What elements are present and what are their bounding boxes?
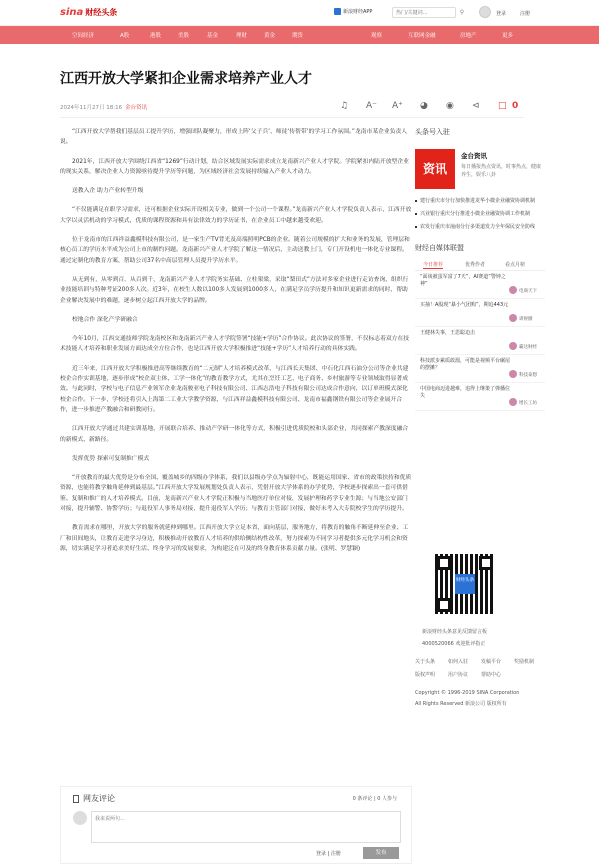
account-desc: 每日播报热点资讯，时事热点，健康养生，娱乐八卦	[461, 164, 542, 178]
article-body	[60, 127, 412, 563]
comment-login[interactable]: 登录 | 注册	[316, 851, 341, 857]
article-paragraph: 位于龙南市的江西祥益鑫模科技有限公司，是一家生产TV背光及高端照明PCB的企业。随着公司规模的扩大和业务的发展，管理层和核心员工的学历水平成为公司上市的制约问题。龙南新兴产业人才学院了解这一情况后，主动送教上门，专门开设机电一体化专业课程。通过定制化的教育方案，帮助公司37名中高层管理人员提升学历水平。	[60, 237, 410, 264]
footer-link[interactable]: 帮助中心	[481, 672, 502, 678]
tab-monthly[interactable]: 看点月榜	[505, 262, 526, 268]
logo-cn-text: 财经头条	[85, 8, 118, 17]
article-paragraph: 教育需求在哪里，开放大学的服务就延伸到哪里。江西开放大学立足本省，面向基层，服务地方，将教育的触角不断延伸至企业、工厂和田间地头，让教育走进学习身边，积极推动开放教育人才培养的供给侧结构性改革，努力探索为不同学习者提供多元化学习机会和资源，切实满足学习者追求美好生活、终身学习的发展要求，为构建泛在可及的终身教育体系贡献力量。(张明、罗慧颖)	[60, 525, 409, 552]
article-paragraph: “江西开放大学帮我们基层员工提升学历，增强团队凝聚力，形成上阵‘父子兵’、师徒‘传帮带’的学习工作氛围。”龙南市某企业负责人说。	[60, 129, 408, 146]
register-link[interactable]: 注册	[520, 11, 531, 17]
article-paragraph: 2021年，江西开放大学围绕江西省“1269”行动计划，结合区域发展实际需求成立龙南新兴产业人才学院。学院紧扣内陆开放型企业的现实关系，解决企业人力资源亟待提升学历等问题，为区域经济社会发展持续输入产业人才动力。	[60, 158, 409, 175]
footer-link[interactable]: 版权声明	[415, 672, 436, 678]
news-link[interactable]: 兴业银行重庆分行推进小微企业融资协调工作机制	[415, 210, 545, 218]
post-button[interactable]: 发布	[363, 847, 399, 859]
comment-icon[interactable]: □	[498, 101, 507, 111]
author-avatar	[509, 342, 517, 350]
account-card[interactable]	[415, 143, 545, 197]
qr-code	[435, 554, 495, 614]
item-author[interactable]: 电商天下	[519, 289, 537, 294]
tab-today[interactable]: 今日推荐	[423, 262, 444, 268]
logo-text: sina	[60, 7, 84, 18]
app-link[interactable]	[334, 8, 372, 15]
phone-icon	[334, 8, 341, 15]
login-link[interactable]: 登录	[496, 11, 507, 17]
article-paragraph: 江西开放大学通过共建实训基地、开展联合培养、推动产学研一体化等方式，积极引进优质院校和头部企业，共同探索产教深度融合的新模式、新路径。	[60, 426, 409, 443]
comment-heading	[73, 793, 115, 804]
listen-icon[interactable]: ♫	[340, 101, 349, 111]
article-subheading: 发挥优势 探索可复制推广模式	[72, 455, 150, 462]
follow-heading: 头条号入驻	[415, 128, 450, 136]
author-avatar	[509, 314, 517, 322]
search-icon[interactable]: ⚲	[459, 9, 465, 16]
list-item[interactable]	[415, 355, 545, 383]
sidebar	[415, 127, 545, 411]
nav-item[interactable]: 期货	[292, 33, 304, 39]
list-item[interactable]	[415, 383, 545, 411]
article-paragraph: 今年10月，江西交通技师学院龙南校区和龙南新兴产业人才学院签署“技能+学历”合作协议。此次协议的签署，不仅标志着双方在技术技能人才培养和职业发展方面达成全方位合作，也是江西开放大学积极推进“技能+学历”人才培养行动的具体实践。	[60, 336, 410, 353]
divider	[60, 117, 524, 118]
main-nav	[0, 26, 599, 44]
footer-link[interactable]: 发稿平台	[481, 659, 502, 665]
article-subheading: 校地合作 深化产学研融合	[72, 316, 138, 323]
nav-item[interactable]: 港股	[150, 33, 162, 39]
app-link-label: 新浪财经APP	[343, 9, 373, 15]
article-paragraph: 近三年来，江西开放大学积极推进高等继续教育的“二元制”人才培养模式改革，与江西长天集团、中石化江西石油分公司等企业共建校企合作实训基地，逐步形成“校企双主体、工学一体化”的教育教学方式，尤其在烹饪工艺、电子商务、乡村旅游等专业领域取得显著成效。与此同时，学校与电子信息产业领军企业龙南骏亚电子科技有限公司、江西志浩电子科技有限公司达成合作意向，以订单班模式深化校企合作。下一步，学校还将引入上海第二工业大学教学资源，与江西祥益鑫模科技有限公司、龙南市福鑫钢铁有限公司等企业展开合作，进一步推进产教融合和研教同行。	[60, 365, 409, 413]
nav-item[interactable]: 更多	[502, 33, 514, 39]
nav-item[interactable]: 互联网金融	[408, 33, 436, 39]
comment-input[interactable]	[91, 811, 401, 843]
comment-box	[60, 786, 412, 864]
font-decrease-icon[interactable]: A⁻	[366, 101, 377, 111]
item-author[interactable]: 科技泰想	[519, 373, 537, 378]
feedback-link[interactable]: 新浪财经头条意见反馈留言板	[422, 629, 488, 635]
article-paragraph: “不仅能满足在职学习需求，还可根据企业实际开设相关专业，做到一个公司一个课程。”龙南新兴产业人才学院负责人表示，江西开放大学以灵活机动的学习模式，优质的课程资源和具有法律效力的学历证书，在企业员工中越来越受欢迎。	[60, 207, 412, 224]
login-label[interactable]: 登录	[316, 851, 327, 857]
article-meta	[60, 103, 147, 111]
author-avatar	[509, 286, 517, 294]
comment-title: 网友评论	[83, 794, 115, 803]
article-source[interactable]: 金台资讯	[125, 105, 148, 111]
item-author[interactable]: 霸达财经	[519, 345, 537, 350]
article-paragraph: “开放教育的最大优势是分布全国、覆盖城乡的四级办学体系，我们以县级办学点为辐射中心，既能运用国家、省市的政策扶持和优质资源，也能将教学触角延伸到最基层。”江西开放大学发展规划处负责人表示，凭借开放大学体系的办学优势，学校逐步探索出一套可供借鉴、复制和推广的人才培养模式。目前，龙南新兴产业人才学院正积极与当地医疗单位对接，发展护理和药学专业生源；与当地公安部门对接，提升辅警、协警学历；与退役军人事务局对接，提升退役军人学历；与教育主管部门对接，做好未考入大专院校学生的学历提升。	[60, 475, 412, 513]
media-tabs	[415, 259, 545, 271]
account-name[interactable]: 金台资讯	[461, 152, 487, 160]
footer-link[interactable]: 如何入驻	[448, 659, 469, 665]
item-title[interactable]: 中国电商迈进越难，追得上继策了弹播位失	[420, 386, 511, 399]
nav-item[interactable]: 观察	[371, 33, 383, 39]
search-input[interactable]	[392, 7, 456, 18]
weibo-share-icon[interactable]: ◕	[420, 101, 428, 111]
qr-finder	[479, 556, 493, 570]
item-title[interactable]: 王健林失事，王思聪迫击	[420, 330, 476, 336]
author-avatar	[509, 398, 517, 406]
comment-stats: 0 条评论 | 0 人参与	[352, 796, 397, 802]
item-author[interactable]: 训财圈	[519, 317, 533, 322]
user-avatar[interactable]	[479, 6, 491, 18]
list-item[interactable]	[415, 271, 545, 299]
item-author[interactable]: 增长工坊	[519, 401, 537, 406]
rights: All Rights Reserved 新浪公司 版权所有	[415, 701, 507, 707]
top-bar	[0, 0, 599, 26]
page-title: 江西开放大学紧扣企业需求培养产业人才	[60, 71, 312, 87]
copyright: Copyright © 1996-2019 SINA Corporation	[415, 690, 520, 696]
item-title[interactable]: 科技派步累质敢溜，可能是视频平台碾尾的摆摊？	[420, 358, 511, 371]
news-link[interactable]: 农发行重庆市潼南分行多渠道发力全年保民安全防线	[415, 223, 545, 231]
register-label[interactable]: 注册	[330, 851, 341, 857]
qr-finder	[437, 556, 451, 570]
comment-count[interactable]: 0	[512, 101, 519, 111]
footer-link[interactable]: 奖励机制	[514, 659, 535, 665]
qr-finder	[437, 598, 451, 612]
account-logo[interactable]: 资讯	[415, 149, 455, 189]
nav-item[interactable]: 理财	[236, 33, 248, 39]
tab-authors[interactable]: 优秀作者	[465, 262, 486, 268]
article-subheading: 送教入企 助力产业转型升级	[72, 188, 144, 195]
item-title[interactable]: “面谈被蛋军富了7天”，AI赛道“警钟之神”	[420, 274, 506, 287]
nav-item[interactable]: 美股	[178, 33, 190, 39]
nav-item[interactable]: 房地产	[460, 33, 477, 39]
font-increase-icon[interactable]: A⁺	[392, 101, 403, 111]
author-avatar	[509, 370, 517, 378]
media-heading: 财经自媒体联盟	[415, 244, 464, 252]
nav-item[interactable]: A股	[120, 33, 130, 39]
nav-item[interactable]: 空间经济	[72, 33, 95, 39]
list-item[interactable]	[415, 327, 545, 355]
share-icon[interactable]: ⊲	[472, 101, 480, 111]
footer-link[interactable]: 关于头条	[415, 659, 436, 665]
wechat-share-icon[interactable]: ◉	[446, 101, 454, 111]
list-item[interactable]	[415, 299, 545, 327]
site-logo[interactable]	[60, 7, 117, 18]
comment-icon	[73, 795, 79, 803]
article-paragraph: 从无到有，从零到百，从百到千，龙南新兴产业人才学院务实基础、立柱架梁，采取“梨田式”方法对多家企业进行走访查询，组织行业技能培训与特种考证200多人次。近3年，在校生人数以100多人发展到1000多人，在满足学员学历提升和知识更新需求的同时，帮助企业解决发展中的难题，逐步树立起江西开放大学的品牌。	[60, 276, 409, 304]
footer-link[interactable]: 用户协议	[448, 672, 469, 678]
news-link[interactable]: 建行重庆市分行加快推进龙华小微企业融资协调机制	[415, 197, 545, 205]
hotline: 4000520066 欢迎批评指正	[422, 641, 486, 647]
item-title[interactable]: 买抽！A股现“暴小气团购”，期追443元	[420, 302, 509, 308]
qr-label: 财经头条	[455, 574, 475, 594]
nav-item[interactable]: 基金	[207, 33, 219, 39]
article-date: 2024年11月27日 18:16	[60, 105, 123, 111]
nav-item[interactable]: 黄金	[264, 33, 276, 39]
user-avatar	[73, 811, 87, 825]
